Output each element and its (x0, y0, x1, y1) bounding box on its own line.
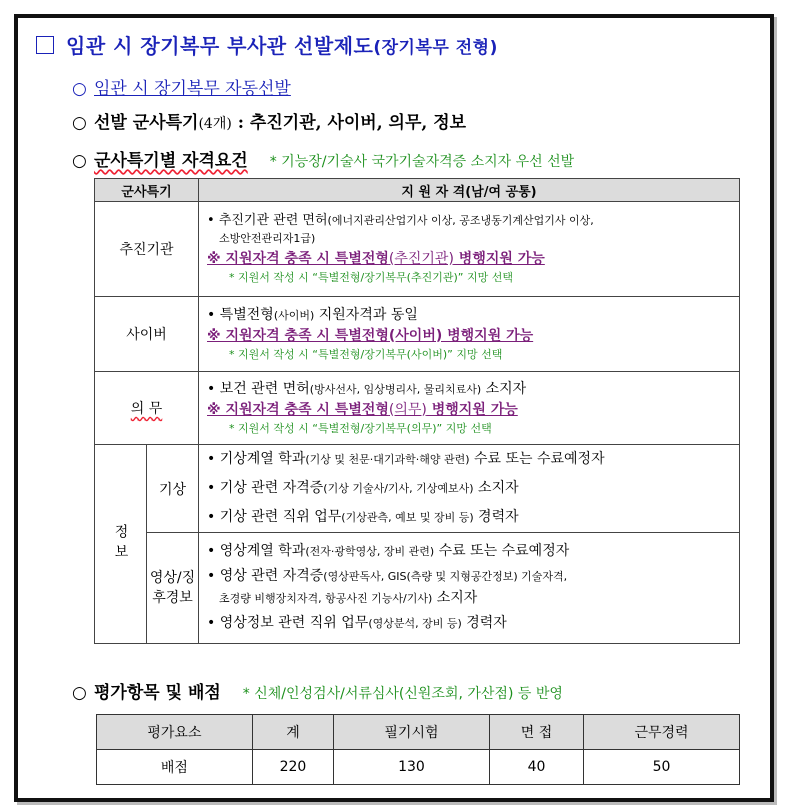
imagery-career: • 영상정보 관련 직위 업무(영상분석, 장비 등) 경력자 (207, 615, 507, 631)
imagery-license: • 영상 관련 자격증(영상판독사, GIS(측량 및 지형공간정보) 기술자격, (207, 568, 568, 584)
bullet-qualifications: ○ 군사특기별 자격요건 * 기능장/기술사 국가기술자격증 소지자 우선 선발 (72, 151, 575, 171)
cyber-special: ※ 지원자격 충족 시 특별전형(사이버) 병행지원 가능 (207, 327, 534, 344)
row-propulsion: 추진기관 • 추진기관 관련 면허(에너지관리산업기사 이상, 공조냉동기계산업기사 이상, 소방안전관리자1급) ※ 지원자격 충족 시 특별전형(추진기관) 병행지원 가능 * 지원서 작성 시 “특별전형/장기복무(추진기관)” 지망 선택 (95, 202, 740, 297)
score-table (96, 714, 740, 785)
cat-imagery: 영상/징후경보 (147, 533, 199, 644)
row-cyber: 사이버 • 특별전형(사이버) 지원자격과 동일 ※ 지원자격 충족 시 특별전형(사이버) 병행지원 가능 * 지원서 작성 시 “특별전형/장기복무(사이버)” 지망 선택 (95, 297, 740, 372)
weather-career: • 기상 관련 직위 업무(기상관측, 예보 및 장비 등) 경력자 (207, 509, 519, 525)
propulsion-special: ※ 지원자격 충족 시 특별전형(추진기관) 병행지원 가능 (207, 251, 545, 267)
page-title: 임관 시 장기복무 부사관 선발제도(장기복무 전형) (36, 30, 498, 59)
weather-license: • 기상 관련 자격증(기상 기술사/기사, 기상예보사) 소지자 (207, 480, 519, 496)
cat-intel: 정보 (95, 445, 147, 644)
bullet-auto-selection: ○ 임관 시 장기복무 자동선발 (72, 79, 291, 99)
header-qualification: 지 원 자 격(남/여 공통) (199, 179, 740, 202)
cyber-qualification: • 특별전형(사이버) 지원자격과 동일 (207, 306, 418, 323)
row-medical: 의 무 • 보건 관련 면허(방사선사, 임상병리사, 물리치료사) 소지자 ※ 지원자격 충족 시 특별전형(의무) 병행지원 가능 * 지원서 작성 시 “특별전형/장기복무(의무)” 지망 선택 (95, 372, 740, 445)
qualification-table (94, 178, 740, 644)
score-header-row: 평가요소 계 필기시험 면 접 근무경력 (97, 715, 740, 750)
score-value-row: 배점 220 130 40 50 (97, 750, 740, 785)
row-intel-imagery: 영상/징후경보 • 영상계열 학과(전자·광학영상, 장비 관련) 수료 또는 수료예정자 • 영상 관련 자격증(영상판독사, GIS(측량 및 지형공간정보) 기술자격, 초경량 비행장치자격, 항공사진 기능사/기사) 소지자 • 영상정보 관련 직위 업무(영상분석, 장비 등) 경력자 (95, 533, 740, 644)
header-specialty: 군사특기 (95, 179, 199, 202)
checkbox-square-icon (36, 36, 54, 54)
bullet-specialties: ○ 선발 군사특기(4개) : 추진기관, 사이버, 의무, 정보 (72, 113, 467, 133)
weather-major: • 기상계열 학과(기상 및 천문·대기과학·해양 관련) 수료 또는 수료예정자 (207, 451, 605, 467)
cat-medical: 의 무 (95, 372, 199, 445)
cat-cyber: 사이버 (95, 297, 199, 372)
cat-weather: 기상 (147, 445, 199, 533)
circle-bullet-icon: ○ (72, 113, 87, 133)
propulsion-license: • 추진기관 관련 면허(에너지관리산업기사 이상, 공조냉동기계산업기사 이상, (207, 213, 594, 228)
cat-propulsion: 추진기관 (95, 202, 199, 297)
row-intel-weather (95, 445, 740, 533)
medical-special: ※ 지원자격 충족 시 특별전형(의무) 병행지원 가능 (207, 401, 518, 418)
bullet-evaluation: ○ 평가항목 및 배점 * 신체/인성검사/서류심사(신원조회, 가산점) 등 반영 (72, 683, 563, 703)
imagery-major: • 영상계열 학과(전자·광학영상, 장비 관련) 수료 또는 수료예정자 (207, 543, 570, 559)
circle-bullet-icon: ○ (72, 151, 87, 171)
circle-bullet-icon: ○ (72, 683, 87, 703)
circle-bullet-icon: ○ (72, 79, 87, 99)
medical-license: • 보건 관련 면허(방사선사, 임상병리사, 물리치료사) 소지자 (207, 380, 527, 397)
